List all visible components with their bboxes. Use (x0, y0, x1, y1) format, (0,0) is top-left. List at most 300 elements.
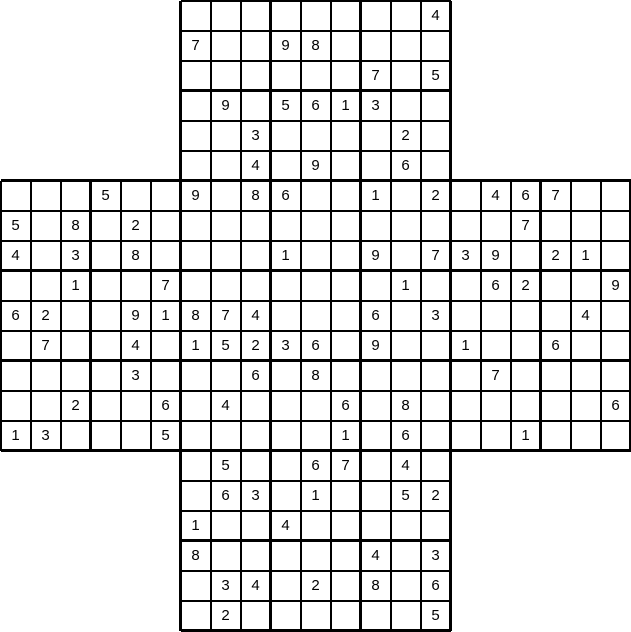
sudoku-cell-c10-r5[interactable]: 9 (301, 151, 331, 181)
sudoku-cell-c14-r19[interactable]: 6 (421, 571, 451, 601)
sudoku-cell-c14-r0[interactable]: 4 (421, 1, 451, 31)
sudoku-cell-c17-r7[interactable]: 7 (511, 211, 541, 241)
sudoku-cell-c12-r4[interactable] (361, 121, 391, 151)
sudoku-cell-c6-r2[interactable] (181, 61, 211, 91)
sudoku-cell-c18-r9[interactable] (541, 271, 571, 301)
sudoku-cell-c0-r11[interactable] (1, 331, 31, 361)
sudoku-cell-c14-r3[interactable] (421, 91, 451, 121)
sudoku-cell-c6-r20[interactable] (181, 601, 211, 631)
sudoku-cell-c15-r8[interactable]: 3 (451, 241, 481, 271)
sudoku-cell-c2-r8[interactable]: 3 (61, 241, 91, 271)
sudoku-cell-c10-r19[interactable]: 2 (301, 571, 331, 601)
sudoku-cell-c3-r13[interactable] (91, 391, 121, 421)
sudoku-cell-c12-r20[interactable] (361, 601, 391, 631)
sudoku-cell-c12-r10[interactable]: 6 (361, 301, 391, 331)
sudoku-cell-c14-r4[interactable] (421, 121, 451, 151)
sudoku-cell-c10-r2[interactable] (301, 61, 331, 91)
sudoku-cell-c18-r14[interactable] (541, 421, 571, 451)
sudoku-cell-c6-r15[interactable] (181, 451, 211, 481)
sudoku-cell-c12-r1[interactable] (361, 31, 391, 61)
sudoku-cell-c0-r8[interactable]: 4 (1, 241, 31, 271)
sudoku-cell-c15-r11[interactable]: 1 (451, 331, 481, 361)
sudoku-cell-c4-r7[interactable]: 2 (121, 211, 151, 241)
sudoku-cell-c0-r9[interactable] (1, 271, 31, 301)
sudoku-cell-c8-r14[interactable] (241, 421, 271, 451)
sudoku-cell-c2-r6[interactable] (61, 181, 91, 211)
sudoku-cell-c7-r8[interactable] (211, 241, 241, 271)
sudoku-cell-c11-r15[interactable]: 7 (331, 451, 361, 481)
sudoku-cell-c14-r13[interactable] (421, 391, 451, 421)
sudoku-cell-c16-r11[interactable] (481, 331, 511, 361)
sudoku-cell-c19-r14[interactable] (571, 421, 601, 451)
sudoku-cell-c6-r19[interactable] (181, 571, 211, 601)
sudoku-cell-c11-r17[interactable] (331, 511, 361, 541)
sudoku-cell-c13-r11[interactable] (391, 331, 421, 361)
sudoku-cell-c7-r12[interactable] (211, 361, 241, 391)
sudoku-cell-c9-r15[interactable] (271, 451, 301, 481)
sudoku-cell-c14-r18[interactable]: 3 (421, 541, 451, 571)
sudoku-cell-c7-r18[interactable] (211, 541, 241, 571)
sudoku-cell-c2-r11[interactable] (61, 331, 91, 361)
sudoku-cell-c8-r11[interactable]: 2 (241, 331, 271, 361)
sudoku-cell-c13-r20[interactable] (391, 601, 421, 631)
sudoku-cell-c13-r18[interactable] (391, 541, 421, 571)
sudoku-cell-c6-r16[interactable] (181, 481, 211, 511)
sudoku-cell-c12-r3[interactable]: 3 (361, 91, 391, 121)
sudoku-cell-c9-r9[interactable] (271, 271, 301, 301)
sudoku-cell-c17-r13[interactable] (511, 391, 541, 421)
sudoku-cell-c0-r10[interactable]: 6 (1, 301, 31, 331)
sudoku-cell-c8-r20[interactable] (241, 601, 271, 631)
sudoku-cell-c14-r17[interactable] (421, 511, 451, 541)
sudoku-cell-c9-r6[interactable]: 6 (271, 181, 301, 211)
sudoku-cell-c9-r13[interactable] (271, 391, 301, 421)
sudoku-cell-c16-r6[interactable]: 4 (481, 181, 511, 211)
sudoku-cell-c9-r19[interactable] (271, 571, 301, 601)
sudoku-cell-c16-r14[interactable] (481, 421, 511, 451)
sudoku-cell-c10-r12[interactable]: 8 (301, 361, 331, 391)
sudoku-cell-c14-r1[interactable] (421, 31, 451, 61)
sudoku-cell-c1-r10[interactable]: 2 (31, 301, 61, 331)
sudoku-cell-c2-r10[interactable] (61, 301, 91, 331)
sudoku-cell-c11-r19[interactable] (331, 571, 361, 601)
sudoku-cell-c10-r8[interactable] (301, 241, 331, 271)
sudoku-cell-c9-r20[interactable] (271, 601, 301, 631)
sudoku-cell-c12-r16[interactable] (361, 481, 391, 511)
sudoku-cell-c5-r11[interactable] (151, 331, 181, 361)
sudoku-cell-c17-r12[interactable] (511, 361, 541, 391)
sudoku-cell-c10-r11[interactable]: 6 (301, 331, 331, 361)
sudoku-cell-c0-r12[interactable] (1, 361, 31, 391)
sudoku-cell-c11-r10[interactable] (331, 301, 361, 331)
sudoku-cell-c14-r15[interactable] (421, 451, 451, 481)
sudoku-cell-c10-r15[interactable]: 6 (301, 451, 331, 481)
sudoku-cell-c20-r14[interactable] (601, 421, 631, 451)
sudoku-cell-c12-r17[interactable] (361, 511, 391, 541)
sudoku-cell-c11-r18[interactable] (331, 541, 361, 571)
sudoku-cell-c20-r8[interactable] (601, 241, 631, 271)
sudoku-cell-c13-r7[interactable] (391, 211, 421, 241)
sudoku-cell-c8-r6[interactable]: 8 (241, 181, 271, 211)
sudoku-cell-c3-r7[interactable] (91, 211, 121, 241)
sudoku-cell-c11-r20[interactable] (331, 601, 361, 631)
sudoku-cell-c20-r9[interactable]: 9 (601, 271, 631, 301)
sudoku-cell-c13-r2[interactable] (391, 61, 421, 91)
sudoku-cell-c3-r10[interactable] (91, 301, 121, 331)
sudoku-cell-c12-r12[interactable] (361, 361, 391, 391)
sudoku-cell-c6-r5[interactable] (181, 151, 211, 181)
sudoku-cell-c13-r12[interactable] (391, 361, 421, 391)
sudoku-cell-c7-r5[interactable] (211, 151, 241, 181)
sudoku-cell-c3-r8[interactable] (91, 241, 121, 271)
sudoku-cell-c15-r14[interactable] (451, 421, 481, 451)
sudoku-cell-c16-r7[interactable] (481, 211, 511, 241)
sudoku-cell-c8-r2[interactable] (241, 61, 271, 91)
sudoku-cell-c17-r10[interactable] (511, 301, 541, 331)
sudoku-cell-c8-r5[interactable]: 4 (241, 151, 271, 181)
sudoku-cell-c9-r8[interactable]: 1 (271, 241, 301, 271)
sudoku-cell-c7-r10[interactable]: 7 (211, 301, 241, 331)
sudoku-cell-c12-r14[interactable] (361, 421, 391, 451)
sudoku-cell-c16-r13[interactable] (481, 391, 511, 421)
sudoku-cell-c17-r14[interactable]: 1 (511, 421, 541, 451)
sudoku-cell-c12-r13[interactable] (361, 391, 391, 421)
sudoku-cell-c14-r6[interactable]: 2 (421, 181, 451, 211)
sudoku-cell-c8-r12[interactable]: 6 (241, 361, 271, 391)
sudoku-cell-c12-r19[interactable]: 8 (361, 571, 391, 601)
sudoku-cell-c1-r8[interactable] (31, 241, 61, 271)
sudoku-cell-c11-r16[interactable] (331, 481, 361, 511)
sudoku-cell-c10-r16[interactable]: 1 (301, 481, 331, 511)
sudoku-cell-c20-r13[interactable]: 6 (601, 391, 631, 421)
sudoku-cell-c11-r0[interactable] (331, 1, 361, 31)
sudoku-cell-c9-r10[interactable] (271, 301, 301, 331)
sudoku-cell-c15-r6[interactable] (451, 181, 481, 211)
sudoku-cell-c7-r17[interactable] (211, 511, 241, 541)
sudoku-cell-c11-r2[interactable] (331, 61, 361, 91)
sudoku-cell-c13-r1[interactable] (391, 31, 421, 61)
sudoku-cell-c11-r11[interactable] (331, 331, 361, 361)
sudoku-cell-c20-r11[interactable] (601, 331, 631, 361)
sudoku-cell-c10-r20[interactable] (301, 601, 331, 631)
sudoku-cell-c10-r4[interactable] (301, 121, 331, 151)
sudoku-cell-c4-r10[interactable]: 9 (121, 301, 151, 331)
sudoku-cell-c18-r7[interactable] (541, 211, 571, 241)
sudoku-cell-c10-r9[interactable] (301, 271, 331, 301)
sudoku-cell-c11-r8[interactable] (331, 241, 361, 271)
sudoku-cell-c9-r5[interactable] (271, 151, 301, 181)
sudoku-cell-c9-r4[interactable] (271, 121, 301, 151)
sudoku-cell-c14-r9[interactable] (421, 271, 451, 301)
sudoku-cell-c14-r11[interactable] (421, 331, 451, 361)
sudoku-cell-c10-r1[interactable]: 8 (301, 31, 331, 61)
sudoku-cell-c8-r3[interactable] (241, 91, 271, 121)
sudoku-cell-c14-r10[interactable]: 3 (421, 301, 451, 331)
sudoku-cell-c7-r6[interactable] (211, 181, 241, 211)
sudoku-cell-c9-r7[interactable] (271, 211, 301, 241)
sudoku-cell-c19-r13[interactable] (571, 391, 601, 421)
sudoku-cell-c9-r17[interactable]: 4 (271, 511, 301, 541)
sudoku-cell-c14-r14[interactable] (421, 421, 451, 451)
sudoku-cell-c11-r6[interactable] (331, 181, 361, 211)
sudoku-cell-c2-r9[interactable]: 1 (61, 271, 91, 301)
sudoku-cell-c6-r17[interactable]: 1 (181, 511, 211, 541)
sudoku-cell-c9-r1[interactable]: 9 (271, 31, 301, 61)
sudoku-cell-c6-r6[interactable]: 9 (181, 181, 211, 211)
sudoku-cell-c15-r10[interactable] (451, 301, 481, 331)
sudoku-cell-c16-r10[interactable] (481, 301, 511, 331)
sudoku-cell-c13-r17[interactable] (391, 511, 421, 541)
sudoku-cell-c6-r4[interactable] (181, 121, 211, 151)
sudoku-cell-c7-r4[interactable] (211, 121, 241, 151)
sudoku-cell-c13-r13[interactable]: 8 (391, 391, 421, 421)
sudoku-cell-c8-r8[interactable] (241, 241, 271, 271)
sudoku-cell-c19-r9[interactable] (571, 271, 601, 301)
sudoku-cell-c3-r9[interactable] (91, 271, 121, 301)
sudoku-cell-c9-r14[interactable] (271, 421, 301, 451)
sudoku-cell-c9-r16[interactable] (271, 481, 301, 511)
sudoku-cell-c14-r7[interactable] (421, 211, 451, 241)
sudoku-cell-c5-r13[interactable]: 6 (151, 391, 181, 421)
sudoku-cell-c20-r12[interactable] (601, 361, 631, 391)
sudoku-cell-c19-r8[interactable]: 1 (571, 241, 601, 271)
sudoku-cell-c3-r6[interactable]: 5 (91, 181, 121, 211)
sudoku-cell-c7-r11[interactable]: 5 (211, 331, 241, 361)
sudoku-cell-c10-r18[interactable] (301, 541, 331, 571)
sudoku-cell-c16-r8[interactable]: 9 (481, 241, 511, 271)
sudoku-cell-c11-r3[interactable]: 1 (331, 91, 361, 121)
sudoku-cell-c6-r13[interactable] (181, 391, 211, 421)
sudoku-cell-c13-r6[interactable] (391, 181, 421, 211)
sudoku-cell-c6-r1[interactable]: 7 (181, 31, 211, 61)
sudoku-cell-c8-r4[interactable]: 3 (241, 121, 271, 151)
sudoku-cell-c9-r11[interactable]: 3 (271, 331, 301, 361)
sudoku-cell-c3-r12[interactable] (91, 361, 121, 391)
sudoku-cell-c6-r11[interactable]: 1 (181, 331, 211, 361)
sudoku-cell-c5-r12[interactable] (151, 361, 181, 391)
sudoku-cell-c11-r7[interactable] (331, 211, 361, 241)
sudoku-cell-c9-r2[interactable] (271, 61, 301, 91)
sudoku-cell-c10-r14[interactable] (301, 421, 331, 451)
sudoku-cell-c3-r14[interactable] (91, 421, 121, 451)
sudoku-cell-c6-r10[interactable]: 8 (181, 301, 211, 331)
sudoku-cell-c9-r3[interactable]: 5 (271, 91, 301, 121)
sudoku-cell-c7-r14[interactable] (211, 421, 241, 451)
sudoku-cell-c12-r8[interactable]: 9 (361, 241, 391, 271)
sudoku-cell-c5-r10[interactable]: 1 (151, 301, 181, 331)
sudoku-cell-c1-r7[interactable] (31, 211, 61, 241)
sudoku-cell-c12-r6[interactable]: 1 (361, 181, 391, 211)
sudoku-cell-c6-r14[interactable] (181, 421, 211, 451)
sudoku-cell-c0-r13[interactable] (1, 391, 31, 421)
sudoku-cell-c6-r8[interactable] (181, 241, 211, 271)
sudoku-cell-c13-r5[interactable]: 6 (391, 151, 421, 181)
sudoku-cell-c17-r9[interactable]: 2 (511, 271, 541, 301)
sudoku-cell-c17-r11[interactable] (511, 331, 541, 361)
sudoku-cell-c14-r16[interactable]: 2 (421, 481, 451, 511)
sudoku-cell-c11-r13[interactable]: 6 (331, 391, 361, 421)
sudoku-cell-c8-r17[interactable] (241, 511, 271, 541)
sudoku-cell-c0-r6[interactable] (1, 181, 31, 211)
sudoku-cell-c19-r11[interactable] (571, 331, 601, 361)
grid-line-vertical (89, 181, 92, 451)
sudoku-cell-c16-r12[interactable]: 7 (481, 361, 511, 391)
sudoku-cell-c8-r19[interactable]: 4 (241, 571, 271, 601)
sudoku-cell-c13-r16[interactable]: 5 (391, 481, 421, 511)
sudoku-cell-c3-r11[interactable] (91, 331, 121, 361)
sudoku-cell-c12-r11[interactable]: 9 (361, 331, 391, 361)
sudoku-cell-c8-r16[interactable]: 3 (241, 481, 271, 511)
sudoku-cell-c6-r3[interactable] (181, 91, 211, 121)
sudoku-cell-c4-r14[interactable] (121, 421, 151, 451)
sudoku-cell-c11-r5[interactable] (331, 151, 361, 181)
sudoku-cell-c9-r12[interactable] (271, 361, 301, 391)
sudoku-cell-c7-r20[interactable]: 2 (211, 601, 241, 631)
sudoku-cell-c18-r8[interactable]: 2 (541, 241, 571, 271)
sudoku-cell-c1-r9[interactable] (31, 271, 61, 301)
sudoku-cell-c10-r13[interactable] (301, 391, 331, 421)
sudoku-cell-c5-r6[interactable] (151, 181, 181, 211)
sudoku-cell-c1-r14[interactable]: 3 (31, 421, 61, 451)
sudoku-cell-c5-r8[interactable] (151, 241, 181, 271)
sudoku-cell-c8-r10[interactable]: 4 (241, 301, 271, 331)
sudoku-cell-c15-r7[interactable] (451, 211, 481, 241)
sudoku-cell-c8-r7[interactable] (241, 211, 271, 241)
sudoku-cell-c7-r15[interactable]: 5 (211, 451, 241, 481)
sudoku-cell-c11-r4[interactable] (331, 121, 361, 151)
sudoku-cell-c6-r9[interactable] (181, 271, 211, 301)
sudoku-cell-c8-r0[interactable] (241, 1, 271, 31)
sudoku-cell-c12-r5[interactable] (361, 151, 391, 181)
sudoku-cell-c1-r12[interactable] (31, 361, 61, 391)
sudoku-cell-c18-r11[interactable]: 6 (541, 331, 571, 361)
sudoku-cell-c2-r13[interactable]: 2 (61, 391, 91, 421)
sudoku-cell-c20-r6[interactable] (601, 181, 631, 211)
sudoku-cell-c13-r10[interactable] (391, 301, 421, 331)
sudoku-cell-c2-r12[interactable] (61, 361, 91, 391)
sudoku-cell-c0-r7[interactable]: 5 (1, 211, 31, 241)
sudoku-cell-c2-r7[interactable]: 8 (61, 211, 91, 241)
sudoku-cell-c18-r6[interactable]: 7 (541, 181, 571, 211)
sudoku-cell-c7-r3[interactable]: 9 (211, 91, 241, 121)
sudoku-cell-c0-r14[interactable]: 1 (1, 421, 31, 451)
sudoku-cell-c7-r16[interactable]: 6 (211, 481, 241, 511)
sudoku-cell-c14-r20[interactable]: 5 (421, 601, 451, 631)
sudoku-cell-c8-r13[interactable] (241, 391, 271, 421)
sudoku-cell-c7-r19[interactable]: 3 (211, 571, 241, 601)
sudoku-cell-c8-r1[interactable] (241, 31, 271, 61)
sudoku-cell-c19-r6[interactable] (571, 181, 601, 211)
sudoku-cell-c17-r8[interactable] (511, 241, 541, 271)
sudoku-cell-c13-r4[interactable]: 2 (391, 121, 421, 151)
sudoku-cell-c15-r13[interactable] (451, 391, 481, 421)
sudoku-cell-c6-r12[interactable] (181, 361, 211, 391)
sudoku-cell-c11-r12[interactable] (331, 361, 361, 391)
sudoku-cell-c8-r9[interactable] (241, 271, 271, 301)
sudoku-cell-c14-r2[interactable]: 5 (421, 61, 451, 91)
sudoku-cell-c11-r1[interactable] (331, 31, 361, 61)
sudoku-cell-c11-r9[interactable] (331, 271, 361, 301)
sudoku-cell-c4-r11[interactable]: 4 (121, 331, 151, 361)
sudoku-cell-c10-r3[interactable]: 6 (301, 91, 331, 121)
sudoku-cell-c7-r1[interactable] (211, 31, 241, 61)
sudoku-cell-c9-r18[interactable] (271, 541, 301, 571)
sudoku-cell-c5-r14[interactable]: 5 (151, 421, 181, 451)
sudoku-cell-c8-r18[interactable] (241, 541, 271, 571)
sudoku-cell-c1-r13[interactable] (31, 391, 61, 421)
grid-line-vertical (0, 181, 2, 451)
sudoku-cell-c6-r18[interactable]: 8 (181, 541, 211, 571)
sudoku-cell-c2-r14[interactable] (61, 421, 91, 451)
sudoku-cell-c4-r8[interactable]: 8 (121, 241, 151, 271)
sudoku-cell-c19-r12[interactable] (571, 361, 601, 391)
sudoku-cell-c6-r7[interactable] (181, 211, 211, 241)
sudoku-cell-c9-r0[interactable] (271, 1, 301, 31)
sudoku-cell-c1-r6[interactable] (31, 181, 61, 211)
sudoku-cell-c7-r13[interactable]: 4 (211, 391, 241, 421)
sudoku-cell-c19-r7[interactable] (571, 211, 601, 241)
sudoku-cell-c4-r6[interactable] (121, 181, 151, 211)
sudoku-cell-c13-r19[interactable] (391, 571, 421, 601)
sudoku-cell-c17-r6[interactable]: 6 (511, 181, 541, 211)
sudoku-cell-c15-r9[interactable] (451, 271, 481, 301)
sudoku-cell-c7-r0[interactable] (211, 1, 241, 31)
sudoku-cell-c19-r10[interactable]: 4 (571, 301, 601, 331)
sudoku-cell-c14-r8[interactable]: 7 (421, 241, 451, 271)
sudoku-cell-c10-r7[interactable] (301, 211, 331, 241)
sudoku-cell-c11-r14[interactable]: 1 (331, 421, 361, 451)
sudoku-cell-c12-r7[interactable] (361, 211, 391, 241)
sudoku-cell-c13-r15[interactable]: 4 (391, 451, 421, 481)
sudoku-cell-c7-r2[interactable] (211, 61, 241, 91)
sudoku-cell-c5-r9[interactable]: 7 (151, 271, 181, 301)
sudoku-cell-c12-r9[interactable] (361, 271, 391, 301)
sudoku-cell-c7-r7[interactable] (211, 211, 241, 241)
sudoku-cell-c10-r0[interactable] (301, 1, 331, 31)
sudoku-cell-c12-r18[interactable]: 4 (361, 541, 391, 571)
sudoku-cell-c6-r0[interactable] (181, 1, 211, 31)
sudoku-cell-c4-r9[interactable] (121, 271, 151, 301)
sudoku-cell-c20-r7[interactable] (601, 211, 631, 241)
sudoku-cell-c14-r5[interactable] (421, 151, 451, 181)
sudoku-cell-c18-r13[interactable] (541, 391, 571, 421)
sudoku-cell-c18-r10[interactable] (541, 301, 571, 331)
sudoku-cell-c13-r0[interactable] (391, 1, 421, 31)
sudoku-cell-c10-r6[interactable] (301, 181, 331, 211)
sudoku-cell-c12-r0[interactable] (361, 1, 391, 31)
sudoku-cell-c20-r10[interactable] (601, 301, 631, 331)
sudoku-cell-c4-r12[interactable]: 3 (121, 361, 151, 391)
sudoku-cell-c13-r14[interactable]: 6 (391, 421, 421, 451)
sudoku-cell-c12-r15[interactable] (361, 451, 391, 481)
sudoku-cell-c4-r13[interactable] (121, 391, 151, 421)
sudoku-cell-c16-r9[interactable]: 6 (481, 271, 511, 301)
sudoku-cell-c15-r12[interactable] (451, 361, 481, 391)
sudoku-cell-c13-r3[interactable] (391, 91, 421, 121)
grid-line-vertical (449, 361, 452, 631)
sudoku-cell-c1-r11[interactable]: 7 (31, 331, 61, 361)
sudoku-cell-c10-r17[interactable] (301, 511, 331, 541)
sudoku-cell-c7-r9[interactable] (211, 271, 241, 301)
sudoku-cell-c12-r2[interactable]: 7 (361, 61, 391, 91)
sudoku-cell-c8-r15[interactable] (241, 451, 271, 481)
sudoku-cell-c13-r8[interactable] (391, 241, 421, 271)
sudoku-cell-c5-r7[interactable] (151, 211, 181, 241)
sudoku-cell-c14-r12[interactable] (421, 361, 451, 391)
sudoku-cell-c10-r10[interactable] (301, 301, 331, 331)
sudoku-cell-c18-r12[interactable] (541, 361, 571, 391)
sudoku-cell-c13-r9[interactable]: 1 (391, 271, 421, 301)
